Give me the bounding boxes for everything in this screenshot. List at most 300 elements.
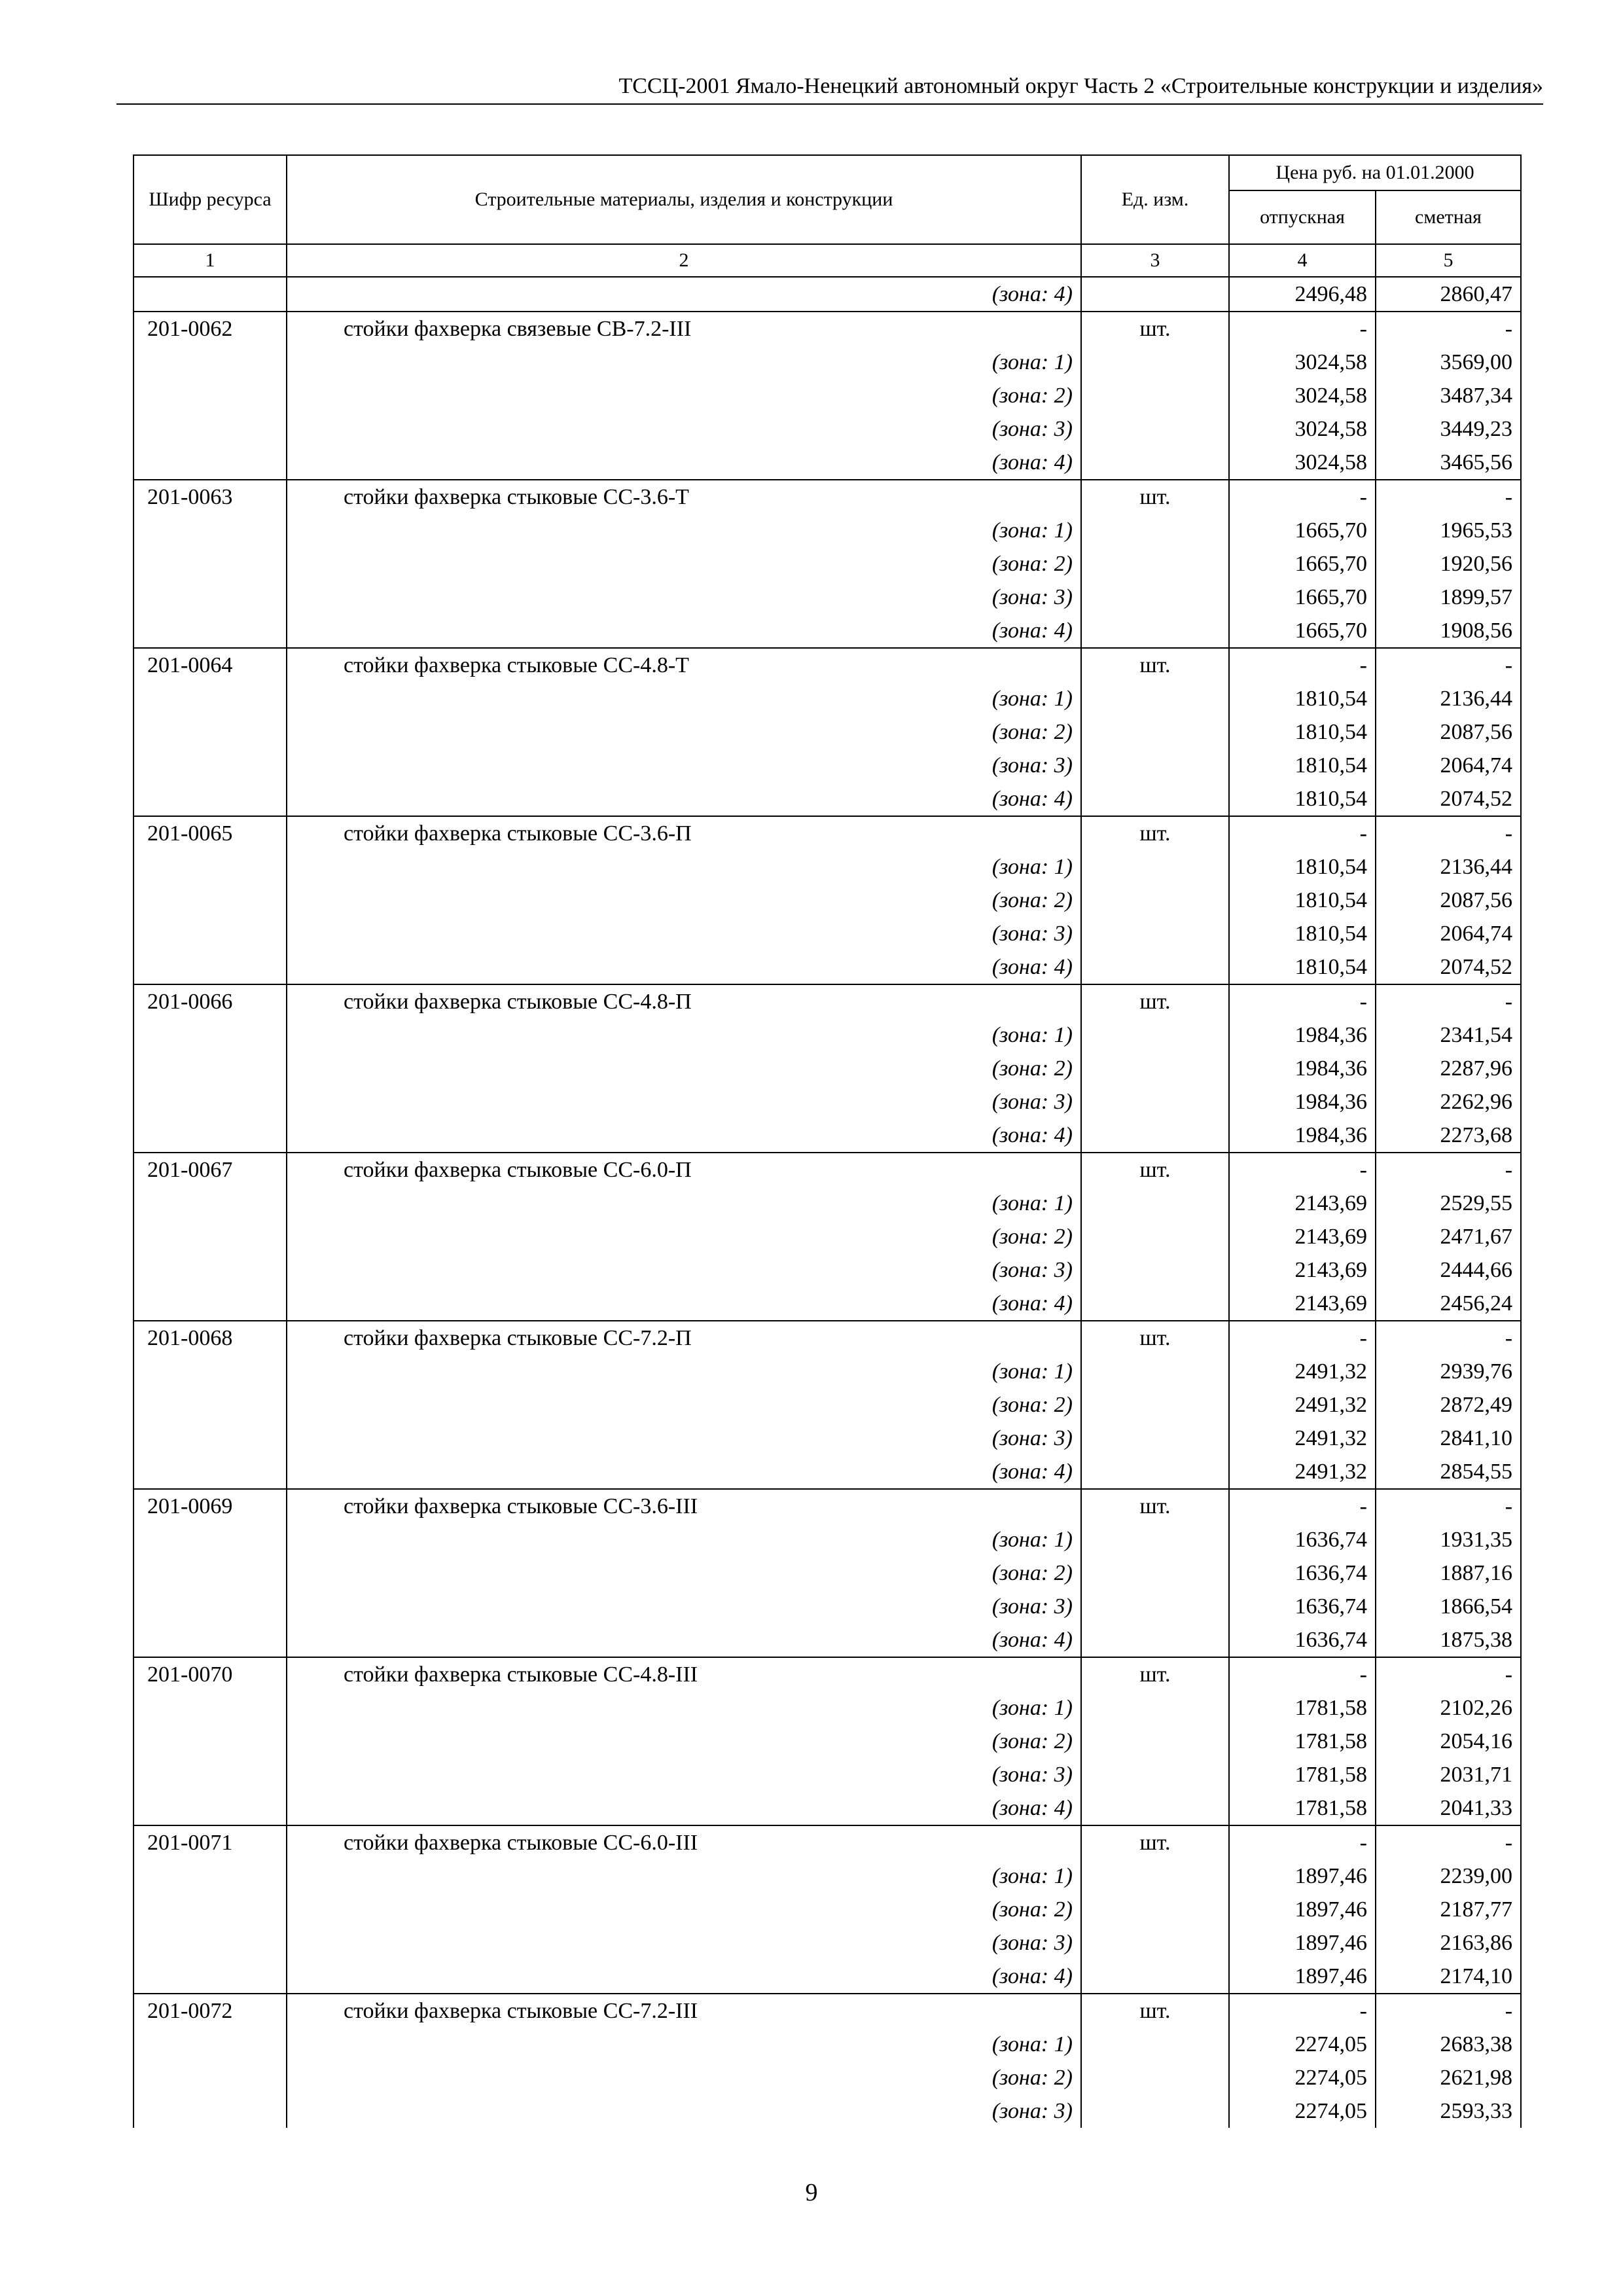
zone-unit-empty [1081, 2094, 1229, 2128]
zone-unit-empty [1081, 1422, 1229, 1455]
item-row [134, 1825, 1521, 1859]
zone-label: (зона: 1) [287, 1859, 1081, 1893]
estimate-price: - [1376, 1321, 1521, 1355]
zone-unit-empty [1081, 1455, 1229, 1489]
zone-unit-empty [1081, 1556, 1229, 1590]
resource-code: 201-0071 [134, 1825, 287, 1859]
zone-estimate-price: 2262,96 [1376, 1085, 1521, 1119]
zone-estimate-price: 2529,55 [1376, 1187, 1521, 1220]
zone-estimate-price: 1931,35 [1376, 1523, 1521, 1556]
zone-code-empty [134, 950, 287, 984]
zone-unit-empty [1081, 1758, 1229, 1791]
zone-estimate-price: 2593,33 [1376, 2094, 1521, 2128]
resource-name: стойки фахверка стыковые СС-4.8-П [287, 984, 1081, 1018]
zone-estimate-price: 2064,74 [1376, 749, 1521, 782]
release-price: - [1229, 648, 1376, 682]
release-price: - [1229, 816, 1376, 850]
unit-of-measure: шт. [1081, 1657, 1229, 1691]
zone-row [134, 884, 1521, 917]
zone-row [134, 749, 1521, 782]
zone-release-price: 1636,74 [1229, 1556, 1376, 1590]
zone-unit-empty [1081, 1859, 1229, 1893]
zone-row [134, 1287, 1521, 1321]
zone-code-empty [134, 682, 287, 715]
zone-row [134, 1119, 1521, 1153]
resource-code: 201-0066 [134, 984, 287, 1018]
item-row [134, 1994, 1521, 2028]
zone-label: (зона: 3) [287, 1085, 1081, 1119]
zone-label: (зона: 2) [287, 884, 1081, 917]
zone-release-price: 1636,74 [1229, 1590, 1376, 1623]
zone-unit-empty [1081, 2061, 1229, 2094]
zone-code-empty [134, 1253, 287, 1287]
zone-row [134, 715, 1521, 749]
zone-estimate-price: 2341,54 [1376, 1018, 1521, 1052]
zone-release-price: 1810,54 [1229, 950, 1376, 984]
zone-label: (зона: 2) [287, 1220, 1081, 1253]
zone-estimate-price: 2456,24 [1376, 1287, 1521, 1321]
zone-row [134, 1388, 1521, 1422]
zone-row [134, 1926, 1521, 1960]
zone-row [134, 1859, 1521, 1893]
resource-code: 201-0063 [134, 480, 287, 514]
zone-code-empty [134, 1355, 287, 1388]
zone-unit-empty [1081, 749, 1229, 782]
zone-release-price: 1781,58 [1229, 1725, 1376, 1758]
zone-estimate-price: 1899,57 [1376, 581, 1521, 614]
zone-release-price: 2143,69 [1229, 1220, 1376, 1253]
zone-release-price: 1665,70 [1229, 514, 1376, 547]
zone-release-price: 3024,58 [1229, 379, 1376, 412]
column-number-2: 2 [287, 244, 1081, 277]
zone-code-empty [134, 412, 287, 446]
resource-name: стойки фахверка стыковые СС-3.6-П [287, 816, 1081, 850]
zone-label: (зона: 1) [287, 850, 1081, 884]
zone-row [134, 782, 1521, 816]
zone-code-empty [134, 749, 287, 782]
zone-unit-empty [1081, 1691, 1229, 1725]
zone-code-empty [134, 782, 287, 816]
zone-row [134, 1422, 1521, 1455]
zone-estimate-price: 2087,56 [1376, 884, 1521, 917]
release-price: - [1229, 984, 1376, 1018]
zone-code-empty [134, 1388, 287, 1422]
resource-code: 201-0072 [134, 1994, 287, 2028]
zone-estimate-price: 2064,74 [1376, 917, 1521, 950]
zone-release-price: 1810,54 [1229, 884, 1376, 917]
zone-release-price: 2491,32 [1229, 1422, 1376, 1455]
header-code: Шифр ресурса [134, 155, 287, 244]
estimate-price: - [1376, 1153, 1521, 1187]
zone-estimate-price: 2187,77 [1376, 1893, 1521, 1926]
zone-label: (зона: 1) [287, 1187, 1081, 1220]
zone-release-price: 1636,74 [1229, 1623, 1376, 1657]
zone-row [134, 1960, 1521, 1994]
zone-estimate-price: 2854,55 [1376, 1455, 1521, 1489]
zone-label: (зона: 4) [287, 446, 1081, 480]
zone-unit-empty [1081, 1018, 1229, 1052]
zone-label: (зона: 1) [287, 682, 1081, 715]
zone-release-price: 1984,36 [1229, 1085, 1376, 1119]
carryover-estimate: 2860,47 [1376, 277, 1521, 312]
zone-estimate-price: 2041,33 [1376, 1791, 1521, 1825]
zone-release-price: 2274,05 [1229, 2094, 1376, 2128]
item-row [134, 1321, 1521, 1355]
zone-row [134, 412, 1521, 446]
zone-release-price: 1665,70 [1229, 581, 1376, 614]
zone-row [134, 1556, 1521, 1590]
unit-of-measure: шт. [1081, 1153, 1229, 1187]
zone-row [134, 379, 1521, 412]
zone-code-empty [134, 1893, 287, 1926]
unit-of-measure: шт. [1081, 1994, 1229, 2028]
carryover-row [134, 277, 1521, 312]
item-row [134, 1489, 1521, 1523]
zone-row [134, 2028, 1521, 2061]
release-price: - [1229, 1321, 1376, 1355]
zone-code-empty [134, 1926, 287, 1960]
zone-release-price: 1781,58 [1229, 1791, 1376, 1825]
zone-code-empty [134, 1422, 287, 1455]
estimate-price: - [1376, 480, 1521, 514]
zone-release-price: 3024,58 [1229, 412, 1376, 446]
zone-unit-empty [1081, 1523, 1229, 1556]
header-price: Цена руб. на 01.01.2000 [1229, 155, 1521, 190]
zone-unit-empty [1081, 1590, 1229, 1623]
release-price: - [1229, 1489, 1376, 1523]
page-number: 9 [805, 2179, 818, 2206]
carryover-zone: (зона: 4) [287, 277, 1081, 312]
resource-code: 201-0070 [134, 1657, 287, 1691]
column-number-1: 1 [134, 244, 287, 277]
zone-code-empty [134, 581, 287, 614]
release-price: - [1229, 1825, 1376, 1859]
resource-name: стойки фахверка стыковые СС-6.0-П [287, 1153, 1081, 1187]
zone-code-empty [134, 1220, 287, 1253]
zone-row [134, 1052, 1521, 1085]
zone-label: (зона: 3) [287, 581, 1081, 614]
zone-unit-empty [1081, 682, 1229, 715]
zone-row [134, 1355, 1521, 1388]
estimate-price: - [1376, 1489, 1521, 1523]
zone-row [134, 1791, 1521, 1825]
item-row [134, 816, 1521, 850]
zone-unit-empty [1081, 1287, 1229, 1321]
zone-label: (зона: 4) [287, 950, 1081, 984]
unit-of-measure: шт. [1081, 1825, 1229, 1859]
zone-estimate-price: 2136,44 [1376, 682, 1521, 715]
release-price: - [1229, 480, 1376, 514]
zone-estimate-price: 2471,67 [1376, 1220, 1521, 1253]
zone-label: (зона: 3) [287, 1926, 1081, 1960]
zone-row [134, 1018, 1521, 1052]
zone-unit-empty [1081, 346, 1229, 379]
zone-code-empty [134, 1960, 287, 1994]
zone-estimate-price: 2054,16 [1376, 1725, 1521, 1758]
zone-unit-empty [1081, 1085, 1229, 1119]
resource-name: стойки фахверка стыковые СС-6.0-III [287, 1825, 1081, 1859]
zone-estimate-price: 2287,96 [1376, 1052, 1521, 1085]
zone-estimate-price: 3487,34 [1376, 379, 1521, 412]
unit-of-measure: шт. [1081, 816, 1229, 850]
estimate-price: - [1376, 1994, 1521, 2028]
zone-label: (зона: 4) [287, 1960, 1081, 1994]
header-name: Строительные материалы, изделия и конструкции [287, 155, 1081, 244]
zone-estimate-price: 2872,49 [1376, 1388, 1521, 1422]
zone-release-price: 2491,32 [1229, 1455, 1376, 1489]
zone-code-empty [134, 1758, 287, 1791]
unit-of-measure: шт. [1081, 1489, 1229, 1523]
zone-estimate-price: 2174,10 [1376, 1960, 1521, 1994]
zone-label: (зона: 1) [287, 2028, 1081, 2061]
release-price: - [1229, 1994, 1376, 2028]
zone-estimate-price: 2273,68 [1376, 1119, 1521, 1153]
zone-estimate-price: 3569,00 [1376, 346, 1521, 379]
zone-unit-empty [1081, 1893, 1229, 1926]
zone-unit-empty [1081, 2028, 1229, 2061]
zone-label: (зона: 3) [287, 412, 1081, 446]
zone-unit-empty [1081, 1791, 1229, 1825]
zone-label: (зона: 1) [287, 346, 1081, 379]
zone-estimate-price: 1866,54 [1376, 1590, 1521, 1623]
estimate-price: - [1376, 648, 1521, 682]
header-unit: Ед. изм. [1081, 155, 1229, 244]
resource-code: 201-0068 [134, 1321, 287, 1355]
release-price: - [1229, 1153, 1376, 1187]
zone-code-empty [134, 1187, 287, 1220]
zone-row [134, 950, 1521, 984]
zone-release-price: 2491,32 [1229, 1388, 1376, 1422]
release-price: - [1229, 312, 1376, 346]
zone-label: (зона: 1) [287, 1523, 1081, 1556]
zone-code-empty [134, 1018, 287, 1052]
zone-estimate-price: 2163,86 [1376, 1926, 1521, 1960]
zone-unit-empty [1081, 884, 1229, 917]
zone-unit-empty [1081, 547, 1229, 581]
zone-estimate-price: 2683,38 [1376, 2028, 1521, 2061]
zone-label: (зона: 2) [287, 547, 1081, 581]
zone-code-empty [134, 1859, 287, 1893]
zone-release-price: 2143,69 [1229, 1253, 1376, 1287]
zone-label: (зона: 3) [287, 1758, 1081, 1791]
zone-release-price: 1897,46 [1229, 1926, 1376, 1960]
zone-code-empty [134, 1556, 287, 1590]
zone-estimate-price: 2444,66 [1376, 1253, 1521, 1287]
carryover-code [134, 277, 287, 312]
zone-release-price: 3024,58 [1229, 346, 1376, 379]
price-table [133, 154, 1522, 2128]
zone-label: (зона: 4) [287, 1791, 1081, 1825]
zone-code-empty [134, 715, 287, 749]
zone-code-empty [134, 2028, 287, 2061]
zone-unit-empty [1081, 1926, 1229, 1960]
zone-unit-empty [1081, 715, 1229, 749]
zone-estimate-price: 1965,53 [1376, 514, 1521, 547]
item-row [134, 480, 1521, 514]
unit-of-measure: шт. [1081, 648, 1229, 682]
zone-unit-empty [1081, 917, 1229, 950]
zone-unit-empty [1081, 1119, 1229, 1153]
zone-code-empty [134, 850, 287, 884]
zone-unit-empty [1081, 1725, 1229, 1758]
zone-code-empty [134, 917, 287, 950]
zone-release-price: 1810,54 [1229, 749, 1376, 782]
resource-name: стойки фахверка стыковые СС-7.2-П [287, 1321, 1081, 1355]
zone-label: (зона: 4) [287, 782, 1081, 816]
zone-row [134, 581, 1521, 614]
zone-estimate-price: 2074,52 [1376, 782, 1521, 816]
zone-label: (зона: 2) [287, 1388, 1081, 1422]
running-header: ТССЦ-2001 Ямало-Ненецкий автономный округ Часть 2 «Строительные конструкции и изделия» [116, 73, 1543, 105]
zone-label: (зона: 4) [287, 1119, 1081, 1153]
zone-release-price: 1897,46 [1229, 1893, 1376, 1926]
unit-of-measure: шт. [1081, 984, 1229, 1018]
column-number-3: 3 [1081, 244, 1229, 277]
zone-release-price: 1984,36 [1229, 1018, 1376, 1052]
zone-unit-empty [1081, 446, 1229, 480]
zone-label: (зона: 1) [287, 1355, 1081, 1388]
zone-code-empty [134, 2061, 287, 2094]
zone-estimate-price: 1908,56 [1376, 614, 1521, 648]
zone-label: (зона: 2) [287, 1725, 1081, 1758]
zone-release-price: 2143,69 [1229, 1287, 1376, 1321]
zone-row [134, 446, 1521, 480]
zone-row [134, 850, 1521, 884]
zone-code-empty [134, 2094, 287, 2128]
zone-unit-empty [1081, 581, 1229, 614]
zone-code-empty [134, 884, 287, 917]
carryover-unit [1081, 277, 1229, 312]
zone-release-price: 2491,32 [1229, 1355, 1376, 1388]
zone-unit-empty [1081, 412, 1229, 446]
zone-release-price: 1984,36 [1229, 1119, 1376, 1153]
zone-row [134, 2061, 1521, 2094]
zone-unit-empty [1081, 1388, 1229, 1422]
zone-unit-empty [1081, 1220, 1229, 1253]
unit-of-measure: шт. [1081, 1321, 1229, 1355]
zone-label: (зона: 4) [287, 1287, 1081, 1321]
zone-estimate-price: 1920,56 [1376, 547, 1521, 581]
table-head [134, 155, 1521, 277]
zone-row [134, 514, 1521, 547]
release-price: - [1229, 1657, 1376, 1691]
item-row [134, 984, 1521, 1018]
zone-label: (зона: 3) [287, 1590, 1081, 1623]
zone-release-price: 1810,54 [1229, 850, 1376, 884]
zone-label: (зона: 1) [287, 1691, 1081, 1725]
zone-release-price: 2274,05 [1229, 2061, 1376, 2094]
zone-code-empty [134, 1287, 287, 1321]
zone-row [134, 682, 1521, 715]
zone-estimate-price: 2239,00 [1376, 1859, 1521, 1893]
zone-release-price: 1810,54 [1229, 917, 1376, 950]
resource-name: стойки фахверка стыковые СС-7.2-III [287, 1994, 1081, 2028]
resource-code: 201-0065 [134, 816, 287, 850]
zone-unit-empty [1081, 379, 1229, 412]
zone-row [134, 614, 1521, 648]
zone-code-empty [134, 547, 287, 581]
resource-name: стойки фахверка стыковые СС-3.6-Т [287, 480, 1081, 514]
zone-estimate-price: 2841,10 [1376, 1422, 1521, 1455]
zone-unit-empty [1081, 1253, 1229, 1287]
zone-code-empty [134, 346, 287, 379]
zone-label: (зона: 2) [287, 715, 1081, 749]
estimate-price: - [1376, 1825, 1521, 1859]
zone-row [134, 1455, 1521, 1489]
resource-code: 201-0069 [134, 1489, 287, 1523]
header-estimate: сметная [1376, 190, 1521, 244]
zone-release-price: 1665,70 [1229, 547, 1376, 581]
zone-release-price: 1810,54 [1229, 715, 1376, 749]
zone-release-price: 1984,36 [1229, 1052, 1376, 1085]
zone-unit-empty [1081, 782, 1229, 816]
unit-of-measure: шт. [1081, 312, 1229, 346]
zone-code-empty [134, 614, 287, 648]
zone-release-price: 1897,46 [1229, 1859, 1376, 1893]
zone-label: (зона: 2) [287, 1052, 1081, 1085]
resource-code: 201-0064 [134, 648, 287, 682]
zone-release-price: 1781,58 [1229, 1758, 1376, 1791]
zone-label: (зона: 2) [287, 379, 1081, 412]
zone-release-price: 1665,70 [1229, 614, 1376, 648]
zone-label: (зона: 4) [287, 614, 1081, 648]
zone-row [134, 1893, 1521, 1926]
zone-row [134, 1691, 1521, 1725]
zone-unit-empty [1081, 1355, 1229, 1388]
zone-unit-empty [1081, 850, 1229, 884]
zone-row [134, 1253, 1521, 1287]
zone-release-price: 1897,46 [1229, 1960, 1376, 1994]
zone-label: (зона: 3) [287, 749, 1081, 782]
resource-code: 201-0062 [134, 312, 287, 346]
zone-estimate-price: 2031,71 [1376, 1758, 1521, 1791]
zone-estimate-price: 2939,76 [1376, 1355, 1521, 1388]
zone-estimate-price: 1875,38 [1376, 1623, 1521, 1657]
zone-label: (зона: 1) [287, 1018, 1081, 1052]
zone-code-empty [134, 1590, 287, 1623]
zone-row [134, 917, 1521, 950]
zone-release-price: 1810,54 [1229, 782, 1376, 816]
header-release: отпускная [1229, 190, 1376, 244]
zone-code-empty [134, 446, 287, 480]
estimate-price: - [1376, 984, 1521, 1018]
zone-label: (зона: 2) [287, 2061, 1081, 2094]
zone-row [134, 1725, 1521, 1758]
zone-estimate-price: 2087,56 [1376, 715, 1521, 749]
zone-row [134, 346, 1521, 379]
zone-label: (зона: 2) [287, 1556, 1081, 1590]
zone-label: (зона: 3) [287, 1422, 1081, 1455]
zone-estimate-price: 2074,52 [1376, 950, 1521, 984]
zone-code-empty [134, 1691, 287, 1725]
estimate-price: - [1376, 816, 1521, 850]
zone-code-empty [134, 1725, 287, 1758]
zone-row [134, 1085, 1521, 1119]
item-row [134, 648, 1521, 682]
estimate-price: - [1376, 312, 1521, 346]
zone-estimate-price: 3465,56 [1376, 446, 1521, 480]
zone-release-price: 3024,58 [1229, 446, 1376, 480]
zone-code-empty [134, 1623, 287, 1657]
column-number-5: 5 [1376, 244, 1521, 277]
zone-unit-empty [1081, 950, 1229, 984]
zone-label: (зона: 1) [287, 514, 1081, 547]
zone-release-price: 1636,74 [1229, 1523, 1376, 1556]
zone-row [134, 1758, 1521, 1791]
zone-code-empty [134, 1791, 287, 1825]
zone-code-empty [134, 1455, 287, 1489]
zone-label: (зона: 3) [287, 2094, 1081, 2128]
